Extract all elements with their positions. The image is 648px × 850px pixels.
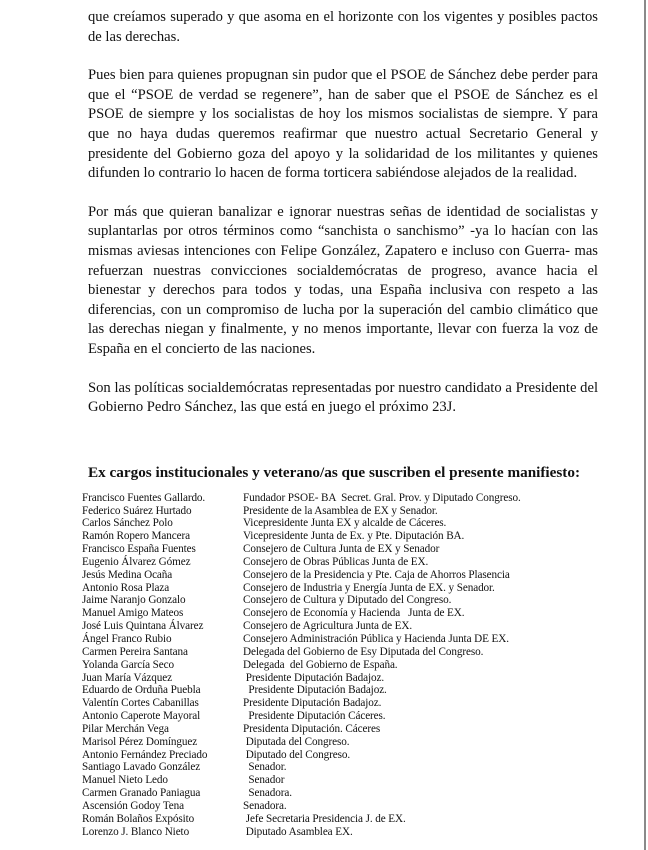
signer-row [82, 543, 598, 556]
signers-heading: Ex cargos institucionales y veterano/as que suscriben el presente manifiesto: [88, 463, 581, 481]
signer-name: Valentín Cortes Cabanillas [82, 697, 199, 710]
signer-row [82, 774, 598, 787]
signer-role: Consejero de Cultura y Diputado del Congreso. [243, 594, 452, 607]
signer-row [82, 594, 598, 607]
signer-row [82, 749, 598, 762]
signer-row [82, 633, 598, 646]
signer-name: Santiago Lavado González [82, 761, 201, 774]
signer-role: Senadora. [243, 799, 287, 812]
signer-name: Ángel Franco Rubio [82, 632, 172, 645]
signer-role: Delegada del Gobierno de España. [243, 658, 398, 671]
signer-role: Presidente de la Asamblea de EX y Senador. [243, 504, 438, 517]
signer-name: Antonio Fernández Preciado [82, 748, 208, 761]
signer-role: Consejero de Industria y Energía Junta de EX. y Senador. [243, 581, 495, 594]
signer-role: Presidente Diputación Badajoz. [243, 697, 382, 710]
signer-name: Antonio Rosa Plaza [82, 581, 170, 594]
signer-role: Delegada del Gobierno de Esy Diputada del Congreso. [243, 645, 484, 658]
signer-row [82, 736, 598, 749]
signer-name: Marisol Pérez Domínguez [82, 735, 198, 748]
signer-row [82, 826, 598, 839]
signer-row [82, 492, 598, 505]
signer-role: Consejero de Cultura Junta de EX y Senador [243, 543, 440, 556]
signer-role: Senadora. [243, 787, 292, 800]
signer-name: Manuel Nieto Ledo [82, 774, 168, 787]
signer-row [82, 569, 598, 582]
signer-role: Consejero de Obras Públicas Junta de EX. [243, 555, 429, 568]
signer-role: Diputado del Congreso. [243, 748, 351, 761]
signer-name: Francisco Fuentes Gallardo. [82, 491, 206, 504]
signer-name: Manuel Amigo Mateos [82, 607, 184, 620]
paragraph-pacts: que creíamos superado y que asoma en el horizonte con los vigentes y posibles pactos de las derechas. [88, 9, 598, 45]
signer-row [82, 723, 598, 736]
signer-role: Vicepresidente Junta EX y alcalde de Cáceres. [243, 517, 447, 530]
signer-row [82, 659, 598, 672]
signer-role: Vicepresidente Junta de Ex. y Pte. Diputación BA. [243, 530, 465, 543]
signer-row [82, 620, 598, 633]
signer-role: Fundador PSOE- BA Secret. Gral. Prov. y Diputado Congreso. [243, 491, 521, 504]
signer-name: Lorenzo J. Blanco Nieto [82, 825, 190, 838]
signer-role: Presidente Diputación Badajoz. [243, 684, 387, 697]
signers-list [82, 492, 598, 839]
signer-row [82, 556, 598, 569]
signer-row [82, 813, 598, 826]
signer-row [82, 530, 598, 543]
signer-name: Carlos Sánchez Polo [82, 517, 173, 530]
signer-name: Ascensión Godoy Tena [82, 799, 185, 812]
signer-name: Jaime Naranjo Gonzalo [82, 594, 186, 607]
signer-name: Carmen Granado Paniagua [82, 787, 201, 800]
signer-name: Antonio Caperote Mayoral [82, 710, 201, 723]
signer-row [82, 800, 598, 813]
page-edge-divider [644, 0, 646, 850]
paragraph-candidate: Son las políticas socialdemócratas representadas por nuestro candidato a Presidente del Gobierno Pedro Sánchez, las que está en juego el próximo 23J. [88, 379, 598, 416]
signer-name: Pilar Merchán Vega [82, 722, 169, 735]
signer-row [82, 505, 598, 518]
signer-role: Senador [243, 774, 285, 787]
signer-name: Federico Suárez Hurtado [82, 504, 192, 517]
signer-name: José Luis Quintana Álvarez [82, 620, 204, 633]
signer-name: Carmen Pereira Santana [82, 645, 188, 658]
signer-row [82, 761, 598, 774]
signer-role: Consejero de la Presidencia y Pte. Caja de Ahorros Plasencia [243, 568, 510, 581]
signer-name: Eugenio Álvarez Gómez [82, 555, 191, 568]
signer-role: Diputado Asamblea EX. [243, 825, 353, 838]
signer-row [82, 787, 598, 800]
paragraph-identity: Por más que quieran banalizar e ignorar nuestras señas de identidad de socialistas y suplantarlas por otros términos como “sanchista o sanchismo” -ya lo hacían con las mismas aviesas intenciones con Felipe González, Zapatero e incluso con Guerra- mas refuerzan nuestras convicciones socialdemócratas de progreso, avance hacia el bienestar y derechos para todos y todas, una España inclusiva con respeto a las diferencias, con un compromiso de lucha por la superación del cambio climático que las derechas niegan y finalmente, y no menos importante, llevar con fuerza la voz de España en el concierto de las naciones. [88, 203, 598, 357]
signer-name: Román Bolaños Expósito [82, 812, 195, 825]
signer-name: Yolanda García Seco [82, 658, 175, 671]
signer-name: Ramón Ropero Mancera [82, 530, 190, 543]
signer-role: Consejero de Agricultura Junta de EX. [243, 620, 413, 633]
signer-role: Presidente Diputación Cáceres. [243, 710, 386, 723]
signer-row [82, 672, 598, 685]
signer-role: Presidenta Diputación. Cáceres [243, 722, 381, 735]
paragraph-psoe-support: Pues bien para quienes propugnan sin pudor que el PSOE de Sánchez debe perder para que el “PSOE de verdad se regenere”, han de saber que el PSOE de Sánchez es el PSOE de siempre y los socialistas de hoy los mismos socialistas de siempre. Y para que no haya dudas queremos reafirmar que nuestro actual Secretario General y presidente del Gobierno goza del apoyo y la solidaridad de los militantes y quienes difunden lo contrario lo hacen de forma torticera sabiéndose alejados de la realidad. [88, 67, 598, 182]
signer-row [82, 684, 598, 697]
signer-row [82, 697, 598, 710]
signer-row [82, 517, 598, 530]
signer-row [82, 607, 598, 620]
signer-name: Eduardo de Orduña Puebla [82, 684, 201, 697]
signer-name: Juan María Vázquez [82, 671, 172, 684]
signer-role: Consejero de Economía y Hacienda Junta de EX. [243, 607, 465, 620]
signer-name: Jesús Medina Ocaña [82, 568, 173, 581]
signer-row [82, 646, 598, 659]
signer-role: Diputada del Congreso. [243, 735, 350, 748]
signer-name: Francisco España Fuentes [82, 543, 196, 556]
signer-role: Consejero Administración Pública y Hacienda Junta DE EX. [243, 632, 509, 645]
document-body [82, 8, 598, 838]
signer-role: Jefe Secretaria Presidencia J. de EX. [243, 812, 406, 825]
signer-role: Senador. [243, 761, 287, 774]
signer-role: Presidente Diputación Badajoz. [243, 671, 385, 684]
signer-row [82, 582, 598, 595]
signer-row [82, 710, 598, 723]
